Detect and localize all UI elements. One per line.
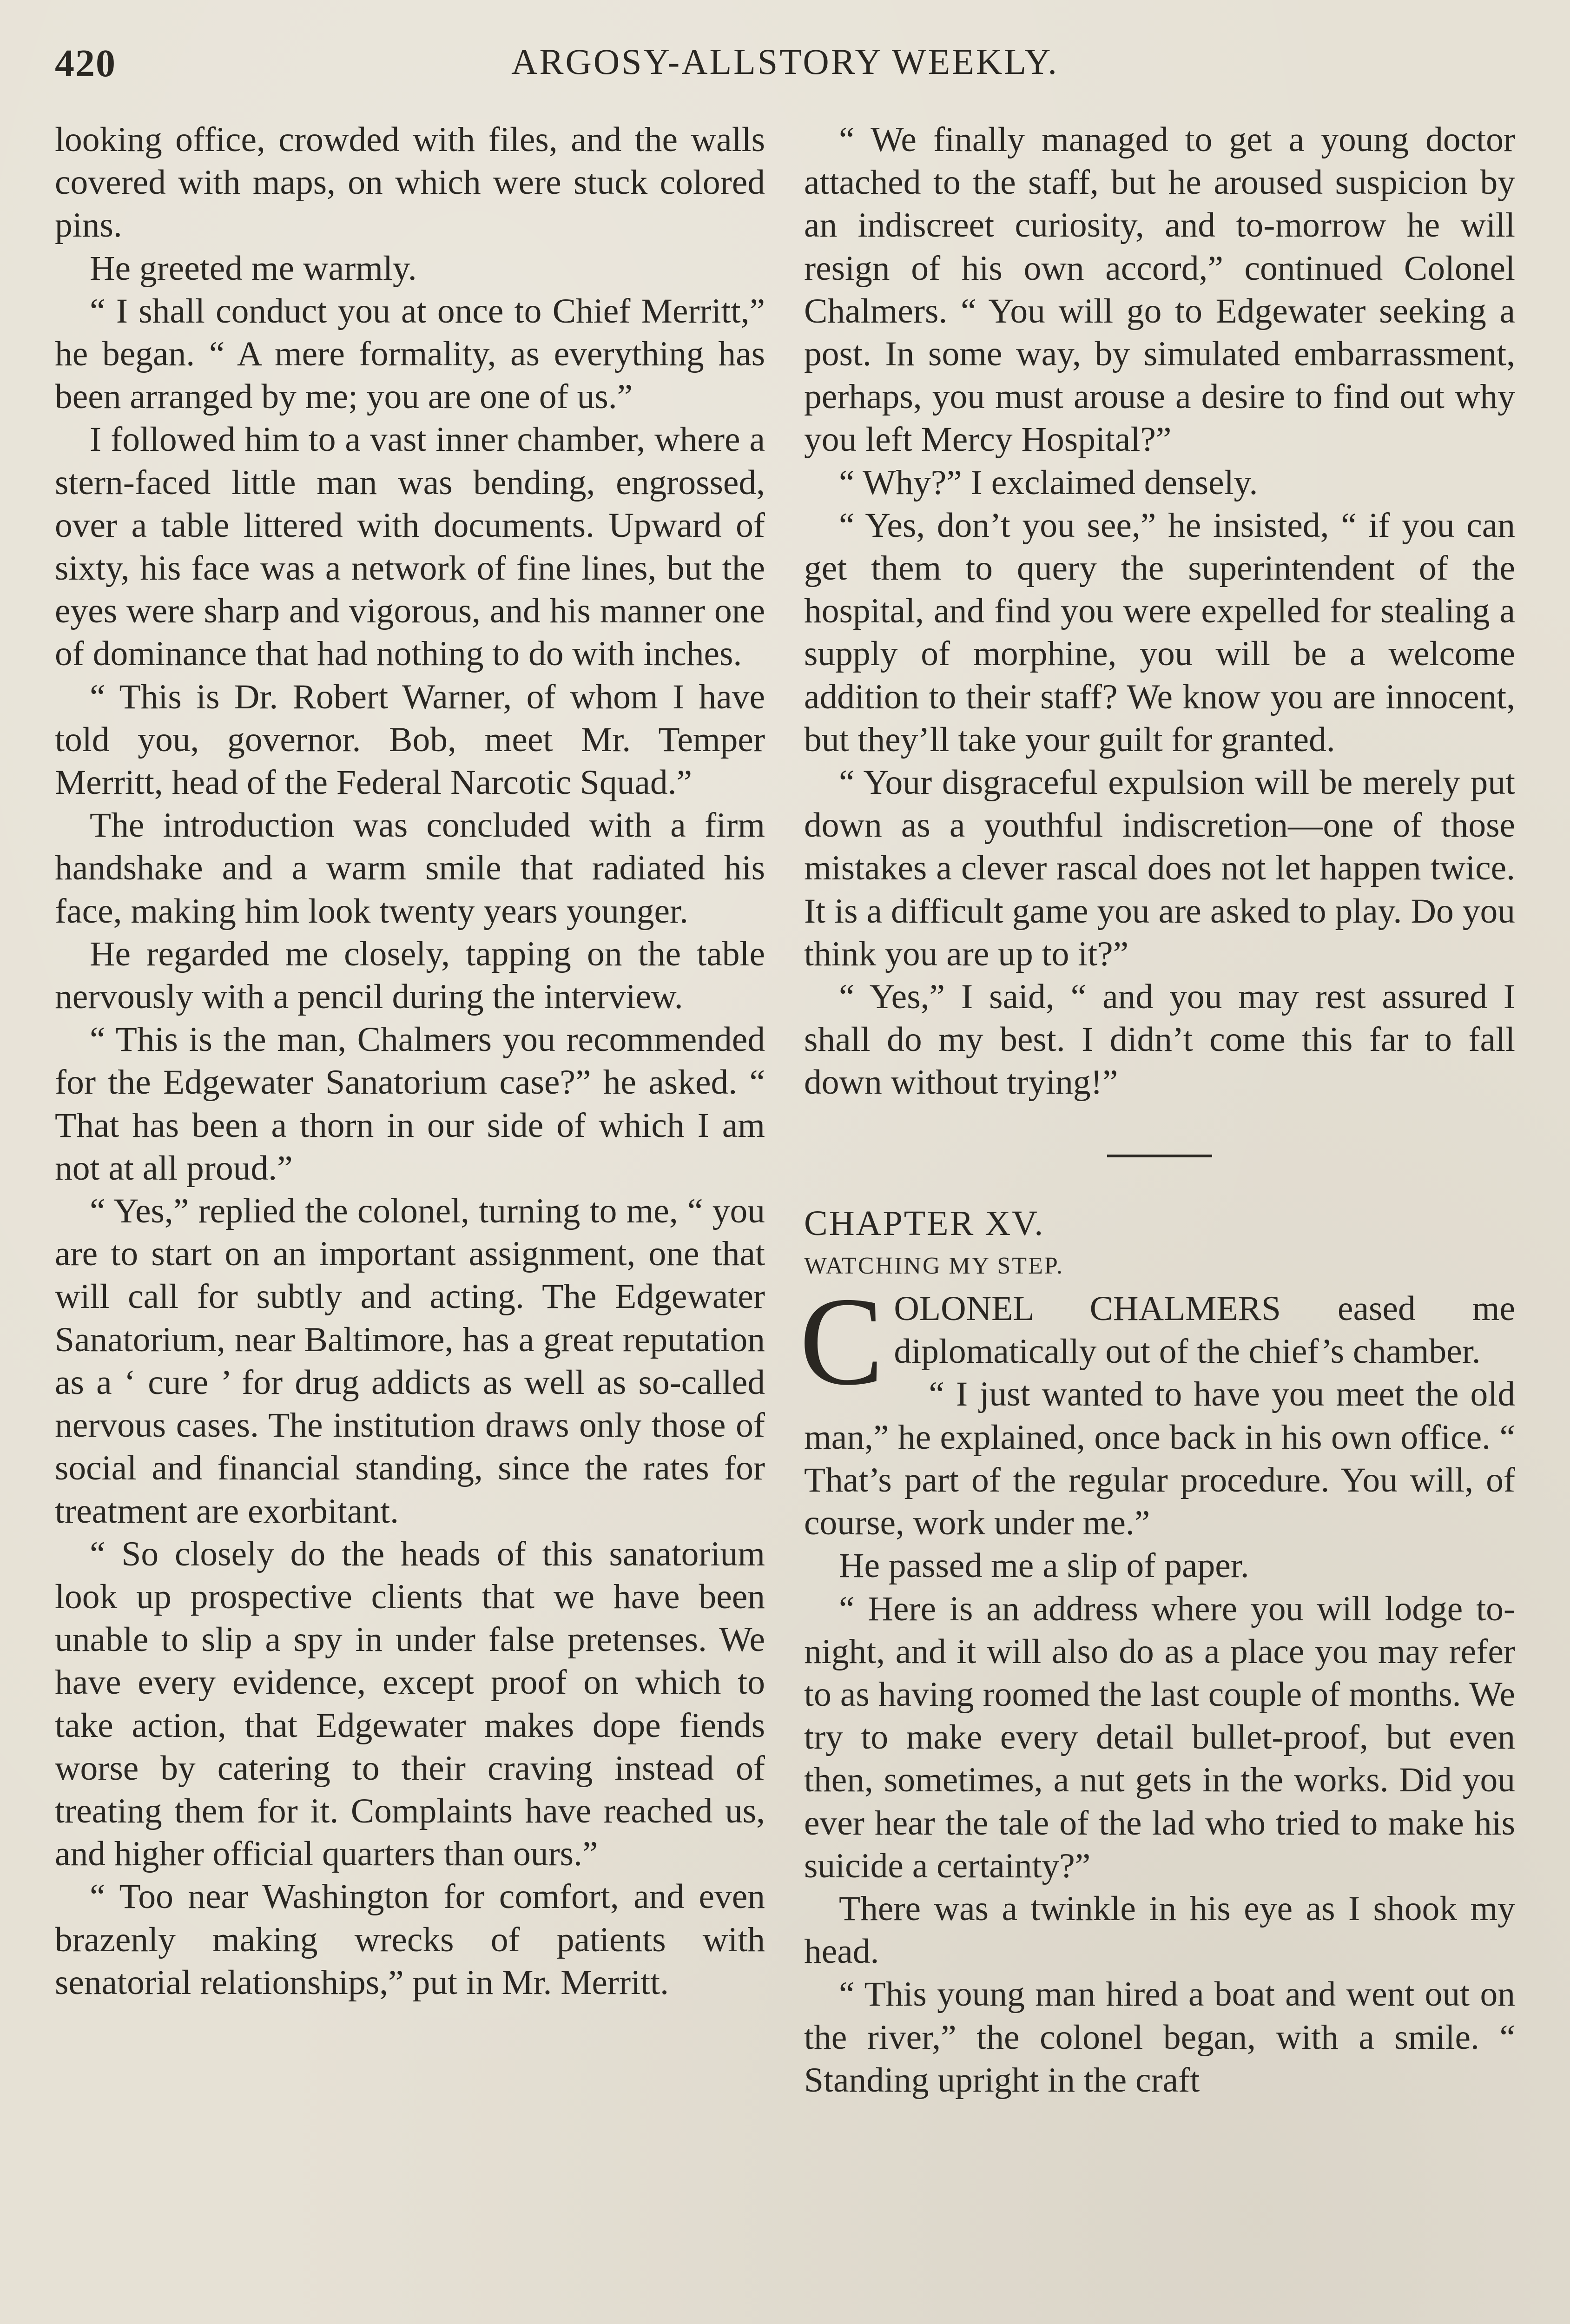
paragraph: The introduction was concluded with a firm handshake and a warm smile that radiated his face, making him look twenty years younger. <box>55 806 765 931</box>
paragraph: “ This is the man, Chalmers you recommended for the Edgewater Sanatorium case?” he asked. “ That has been a thorn in our side of which I am not at all proud.” <box>55 1020 765 1188</box>
page-number: 420 <box>55 42 116 85</box>
running-head: ARGOSY-ALLSTORY WEEKLY. <box>511 41 1059 82</box>
paragraph: “ Your disgraceful expulsion will be merely put down as a youthful indiscretion—one of those mistakes a clever rascal does not let happen twice. It is a difficult game you are asked to play. Do you think you are up to it?” <box>804 763 1515 973</box>
paragraph: looking office, crowded with files, and the walls covered with maps, on which were stuck colored pins. <box>55 120 765 245</box>
paragraph: He passed me a slip of paper. <box>839 1546 1249 1585</box>
paragraph: “ I just wanted to have you meet the old man,” he explained, once back in his own office. “ That’s part of the regular procedure. You will, of course, work under me.” <box>804 1375 1515 1543</box>
paragraph: He regarded me closely, tapping on the table nervously with a pencil during the interview. <box>55 934 765 1017</box>
paragraph: “ Here is an address where you will lodge to-night, and it will also do as a place you may refer to as having roomed the last couple of months. We try to make every detail bullet-proof, but even then, sometimes, a nut gets in the works. Did you ever hear the tale of the lad who tried to make his suicide a certainty?” <box>804 1589 1515 1885</box>
chapter-opening-paragraph <box>799 1271 1515 1412</box>
paragraph: “ Too near Washington for comfort, and even brazenly making wrecks of patients with senatorial relationships,” put in Mr. Merritt. <box>55 1877 765 2002</box>
paragraph: “ Why?” I exclaimed densely. <box>839 463 1258 502</box>
paragraph: “ We finally managed to get a young doctor attached to the staff, but he aroused suspicion by an indiscreet curiosity, and to-morrow he will resign of his own accord,” continued Colonel Chalmers. “ You will go to Edgewater seeking a post. In some way, by simulated embarrassment, perhaps, you must arouse a desire to find out why you left Mercy Hospital?” <box>804 120 1515 459</box>
page-header <box>55 41 1515 97</box>
opening-text: OLONEL CHALMERS eased me diplomatically out of the chief’s chamber. <box>894 1289 1515 1371</box>
drop-cap: C <box>799 1271 884 1412</box>
paragraph: I followed him to a vast inner chamber, where a stern-faced little man was bending, engrossed, over a table littered with documents. Upward of sixty, his face was a network of fine lines, but the eyes were sharp and vigorous, and his manner one of dominance that had nothing to do with inches. <box>55 420 765 673</box>
section-divider <box>1107 1155 1212 1157</box>
chapter-title: CHAPTER XV. <box>804 1203 1045 1243</box>
paragraph: “ I shall conduct you at once to Chief Merritt,” he began. “ A mere formality, as everything has been arranged by me; you are one of us.” <box>55 291 765 416</box>
paragraph: There was a twinkle in his eye as I shook my head. <box>804 1889 1515 1971</box>
paragraph: “ Yes, don’t you see,” he insisted, “ if you can get them to query the superintendent of the hospital, and find you were expelled for stealing a supply of morphine, you will be a welcome addition to their staff? We know you are innocent, but they’ll take your guilt for granted. <box>804 506 1515 759</box>
paragraph: “ Yes,” replied the colonel, turning to me, “ you are to start on an important assignment, one that will call for subtly and acting. The Edgewater Sanatorium, near Baltimore, has a great reputation as a ‘ cure ’ for drug addicts as well as so-called nervous cases. The institution draws only those of social and financial standing, since the rates for treatment are exorbitant. <box>55 1192 765 1531</box>
left-column <box>55 119 765 2004</box>
paragraph: He greeted me warmly. <box>90 249 417 288</box>
paragraph: “ This is Dr. Robert Warner, of whom I have told you, governor. Bob, meet Mr. Temper Merritt, head of the Federal Narcotic Squad.” <box>55 677 765 802</box>
paragraph: “ Yes,” I said, “ and you may rest assured I shall do my best. I didn’t come this far to fall down without trying!” <box>804 977 1515 1102</box>
paragraph: “ So closely do the heads of this sanatorium look up prospective clients that we have been unable to slip a spy in under false pretenses. We have every evidence, except proof on which to take action, that Edgewater makes dope fiends worse by catering to their craving instead of treating them for it. Complaints have reached us, and higher official quarters than ours.” <box>55 1534 765 1874</box>
paragraph: “ This young man hired a boat and went out on the river,” the colonel began, with a smile. “ Standing upright in the craft <box>804 1975 1515 2100</box>
right-column <box>799 119 1515 2102</box>
chapter-subtitle: WATCHING MY STEP. <box>804 1252 1064 1279</box>
